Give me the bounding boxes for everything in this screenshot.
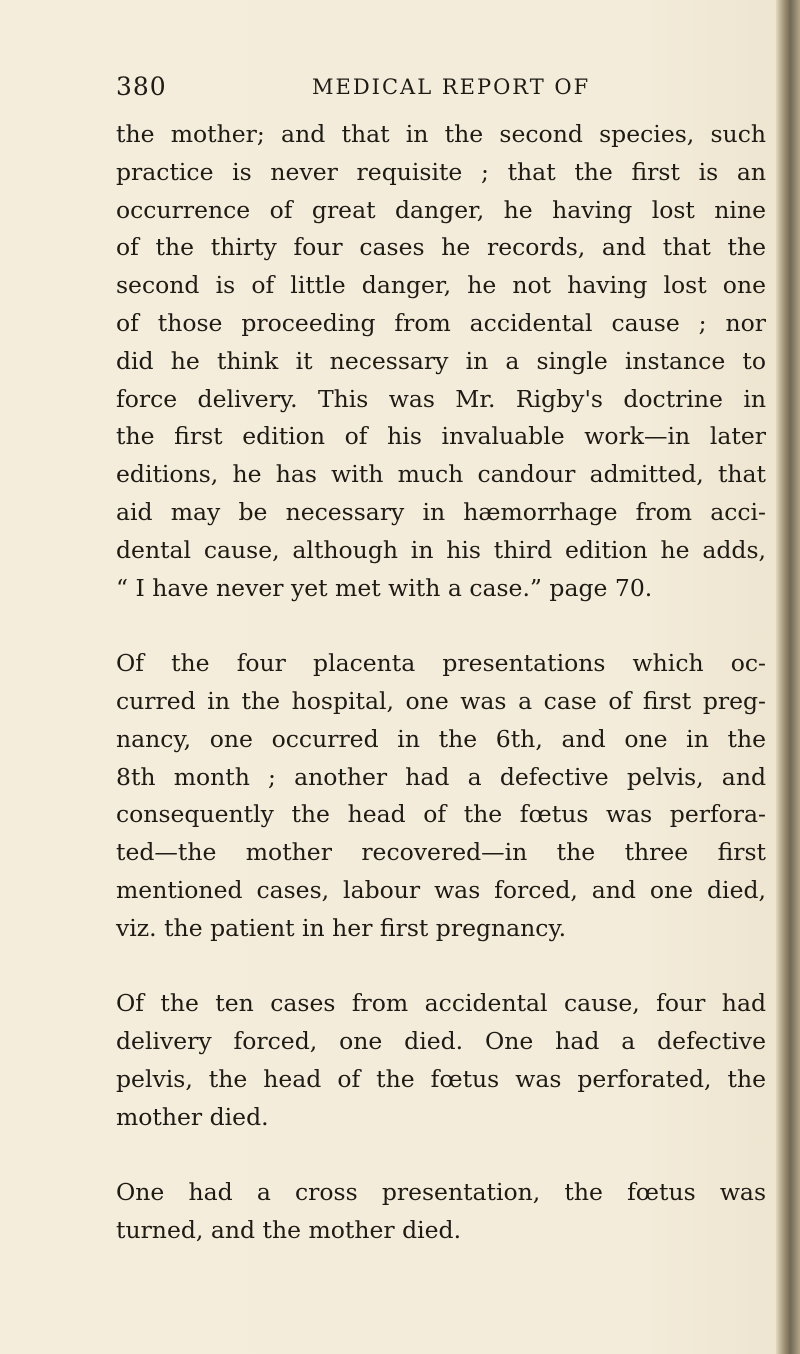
- paragraph-gap: [116, 948, 766, 986]
- page-number: 380: [116, 72, 167, 101]
- text-line: second is of little danger, he not having lost one: [116, 271, 766, 300]
- running-head: [116, 72, 764, 112]
- text-line: pelvis, the head of the fœtus was perforated, the: [116, 1064, 766, 1093]
- running-head-title: MEDICAL REPORT OF: [312, 75, 591, 99]
- text-line: turned, and the mother died.: [116, 1216, 462, 1245]
- text-line: did he think it necessary in a single instance to: [116, 346, 766, 375]
- text-line: force delivery. This was Mr. Rigby's doctrine in: [116, 384, 766, 413]
- text-line: viz. the patient in her first pregnancy.: [116, 913, 567, 942]
- paragraph-4: [116, 1174, 766, 1250]
- text-line: editions, he has with much candour admitted, that: [116, 460, 766, 489]
- text-line: aid may be necessary in hæmorrhage from acci-: [116, 497, 766, 526]
- paragraph-gap: [116, 607, 766, 645]
- text-line: the mother; and that in the second species, such: [116, 120, 766, 148]
- text-line: 8th month ; another had a defective pelvis, and: [116, 762, 766, 791]
- text-line: “ I have never yet met with a case.” page 70.: [116, 573, 653, 602]
- text-line: occurrence of great danger, he having lost nine: [116, 195, 766, 224]
- text-line: mentioned cases, labour was forced, and one died,: [116, 875, 766, 904]
- text-line: mother died.: [116, 1102, 269, 1131]
- text-line: of the thirty four cases he records, and that the: [116, 233, 766, 262]
- body-text: [116, 116, 766, 1250]
- text-line: Of the four placenta presentations which oc-: [116, 649, 766, 678]
- text-line: dental cause, although in his third edition he adds,: [116, 535, 766, 564]
- text-line: practice is never requisite ; that the first is an: [116, 157, 766, 186]
- text-line: the first edition of his invaluable work—in later: [116, 422, 766, 451]
- text-line: curred in the hospital, one was a case of first preg-: [116, 686, 766, 715]
- text-line: nancy, one occurred in the 6th, and one in the: [116, 724, 766, 753]
- text-line: of those proceeding from accidental cause ; nor: [116, 308, 766, 337]
- paragraph-2: [116, 645, 766, 947]
- text-line: consequently the head of the fœtus was perfora-: [116, 800, 766, 829]
- text-line: ted—the mother recovered—in the three first: [116, 838, 766, 867]
- text-line: delivery forced, one died. One had a defective: [116, 1027, 766, 1056]
- text-line: One had a cross presentation, the fœtus was: [116, 1178, 766, 1207]
- page-binding-edge: [776, 0, 800, 1354]
- paragraph-3: [116, 985, 766, 1136]
- text-line: Of the ten cases from accidental cause, four had: [116, 989, 766, 1018]
- paragraph-1: [116, 116, 766, 607]
- paragraph-gap: [116, 1137, 766, 1175]
